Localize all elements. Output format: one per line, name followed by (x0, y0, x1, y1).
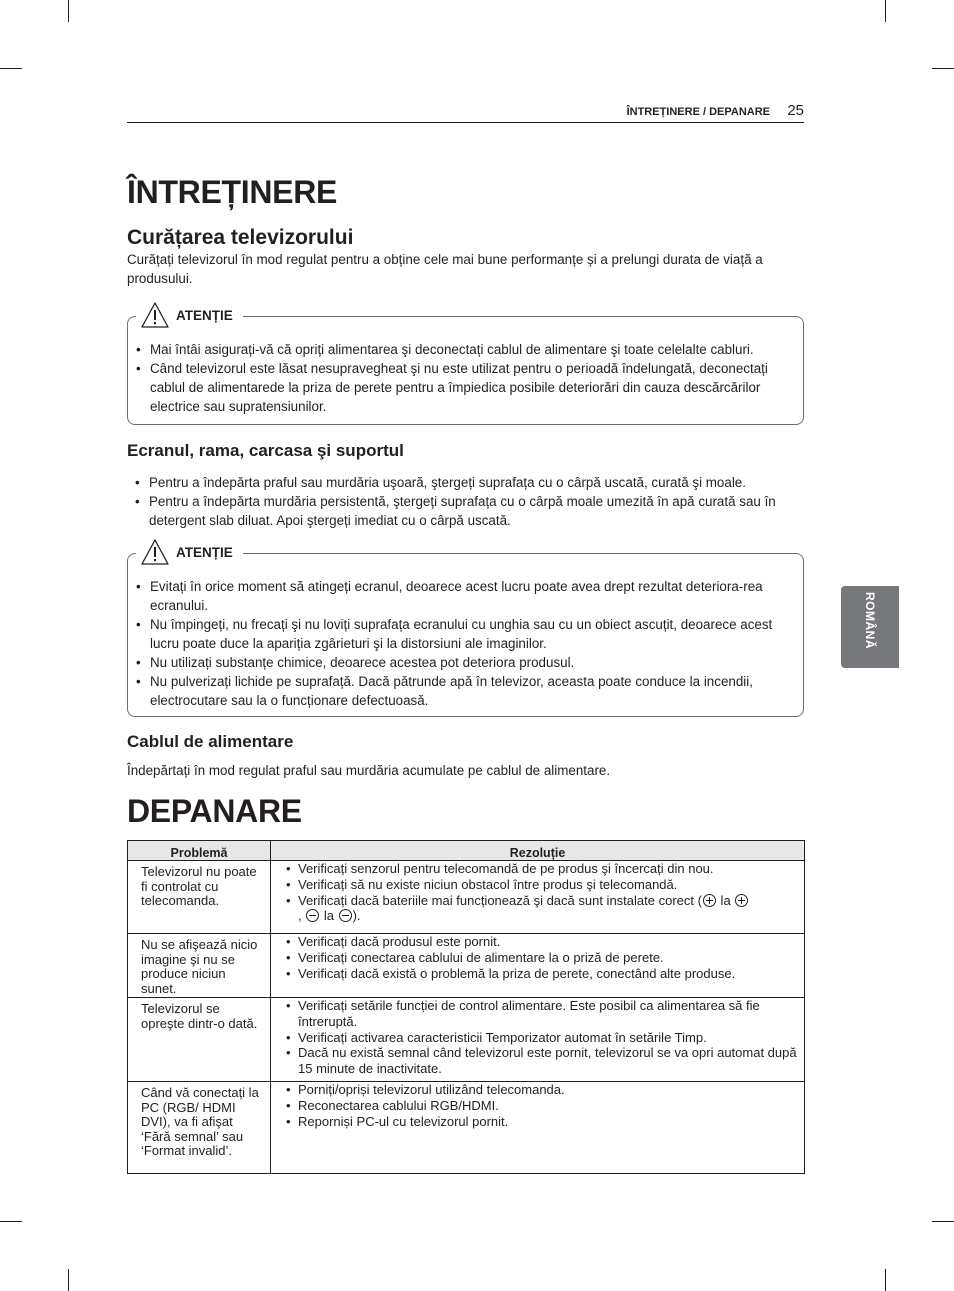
battery-text-la: la (320, 908, 338, 924)
cleaning-intro: Curățați televizorul în mod regulat pentru a obține cele mai bune performanțe și a prelungi durata de viață a produsului. (127, 252, 763, 286)
problem-cell: Când vă conectați la PC (RGB/ HDMI DVI), va fi afişat ‘Fără semnal’ sau ‘Format invalid’. (128, 1082, 271, 1174)
resolution-list (285, 934, 798, 981)
list-item: • Pentru a îndepărta praful sau murdăria uşoară, ştergeți suprafața cu o cârpă uscată, curată şi moale. (127, 473, 799, 492)
list-item: • Când televizorul este lăsat nesupravegheat şi nu este utilizat pentru o perioadă îndelungată, deconectați cablul de alimentarede la priza de perete pentru a împiedica posibile deteriorări din cauza descărcărilor electrice sau supratensiunilor. (128, 359, 800, 416)
warning-icon (140, 301, 170, 329)
list-item: • Verificați dacă produsul este pornit. (285, 934, 798, 950)
battery-minus-icon (339, 909, 352, 922)
warning-icon (140, 538, 170, 566)
troubleshooting-title: DEPANARE (127, 793, 302, 829)
problem-cell: Televizorul nu poate fi controlat cu telecomanda. (128, 861, 271, 934)
problem-cell: Televizorul se opreşte dintr-o dată. (128, 998, 271, 1082)
caution-header (136, 537, 243, 567)
screen-section-title: Ecranul, rama, carcasa şi suportul (127, 441, 404, 460)
resolution-cell (271, 934, 805, 998)
resolution-list (285, 998, 798, 1077)
table-row (128, 1082, 805, 1174)
list-item: • Reconectarea cablului RGB/HDMI. (285, 1098, 798, 1114)
maintenance-title: ÎNTREȚINERE (127, 174, 338, 210)
crop-mark (932, 1221, 954, 1222)
list-item: • Verificați să nu existe niciun obstacol între produs şi telecomandă. (285, 877, 798, 893)
power-cable-title: Cablul de alimentare (127, 732, 294, 751)
crop-mark (68, 1269, 69, 1291)
battery-plus-icon (735, 894, 748, 907)
power-cable-text: Îndepărtați în mod regulat praful sau murdăria acumulate pe cablul de alimentare. (127, 763, 611, 778)
list-item: • Verificați senzorul pentru telecomandă de pe produs şi încercați din nou. (285, 861, 798, 877)
list-item: • Nu împingeți, nu frecați şi nu loviți suprafața ecranului cu unghia sau cu un obiect ascuțit, deoarece acest lucru poate duce la apariția zgârieturi şi la distorsiuni ale imaginilor. (128, 615, 800, 653)
battery-text-end: ). (352, 908, 361, 924)
resolution-list (285, 861, 798, 924)
list-item: • Verificați dacă există o problemă la priza de perete, conectând alte produse. (285, 966, 798, 982)
crop-mark (0, 68, 22, 69)
table-row (128, 934, 805, 998)
resolution-cell (271, 998, 805, 1082)
crop-mark (0, 1221, 22, 1222)
list-item: • Verificați conectarea cablului de alimentare la o priză de perete. (285, 950, 798, 966)
list-item: • Nu utilizați substanțe chimice, deoarece acestea pot deteriora produsul. (128, 653, 800, 672)
crop-mark (885, 1269, 886, 1291)
page-header (127, 102, 804, 123)
list-item (285, 893, 798, 925)
crop-mark (932, 68, 954, 69)
caution-box (127, 307, 804, 425)
caution-header (136, 300, 243, 330)
column-header-resolution: Rezoluție (271, 841, 805, 861)
caution-label: ATENȚIE (176, 307, 233, 323)
list-item: • Nu pulverizați lichide pe suprafață. Dacă pătrunde apă în televizor, aceasta poate conduce la incendii, electrocutare sau la o funcționare defectuoasă. (128, 672, 800, 710)
cleaning-title: Curățarea televizorului (127, 226, 354, 249)
resolution-cell (271, 1082, 805, 1174)
column-header-problem: Problemă (128, 841, 271, 861)
crop-mark (68, 0, 69, 22)
battery-text-comma: , (298, 908, 306, 924)
battery-plus-icon (703, 894, 716, 907)
resolution-list (285, 1082, 798, 1129)
list-item: • Verificați setările funcției de control alimentare. Este posibil ca alimentarea să fie întreruptă. (285, 998, 798, 1030)
list-item: • Reporniși PC-ul cu televizorul pornit. (285, 1114, 798, 1130)
table-row (128, 861, 805, 934)
screen-cleaning-list (127, 473, 799, 530)
battery-minus-icon (306, 909, 319, 922)
battery-text-la: la (716, 892, 735, 908)
list-item: • Dacă nu există semnal când televizorul este pornit, televizorul se va opri automat după 15 minute de inactivitate. (285, 1045, 798, 1077)
table-row (128, 998, 805, 1082)
list-item: • Pentru a îndepărta murdăria persistentă, ştergeți suprafața cu o cârpă moale umezită în apă curată sau în detergent slab diluat. Apoi ştergeți imediat cu o cârpă uscată. (127, 492, 799, 530)
battery-text: Verificați dacă bateriile mai funcționează şi dacă sunt instalate corect ( (298, 892, 702, 908)
crop-mark (885, 0, 886, 22)
list-item: • Evitați în orice moment să atingeți ecranul, deoarece acest lucru poate avea drept rezultat deteriora-rea ecranului. (128, 577, 800, 615)
header-section-title: ÎNTREȚINERE / DEPANARE (626, 106, 770, 118)
caution-list (128, 577, 800, 710)
list-item: • Mai întâi asigurați-vă că opriți alimentarea şi deconectați cablul de alimentare şi toate celelalte cabluri. (128, 340, 800, 359)
language-tab (841, 586, 899, 668)
problem-cell: Nu se afişează nicio imagine şi nu se produce niciun sunet. (128, 934, 271, 998)
list-item: • Verificați activarea caracteristicii Temporizator automat în setările Timp. (285, 1030, 798, 1046)
caution-label: ATENȚIE (176, 544, 233, 560)
resolution-cell (271, 861, 805, 934)
troubleshooting-table (127, 840, 805, 1174)
language-tab-label: ROMÂNĂ (863, 592, 877, 649)
page-number: 25 (787, 102, 804, 119)
table-header-row (128, 841, 805, 861)
caution-box (127, 544, 804, 717)
caution-list (128, 340, 800, 416)
list-item: • Porniți/opriși televizorul utilizând telecomanda. (285, 1082, 798, 1098)
